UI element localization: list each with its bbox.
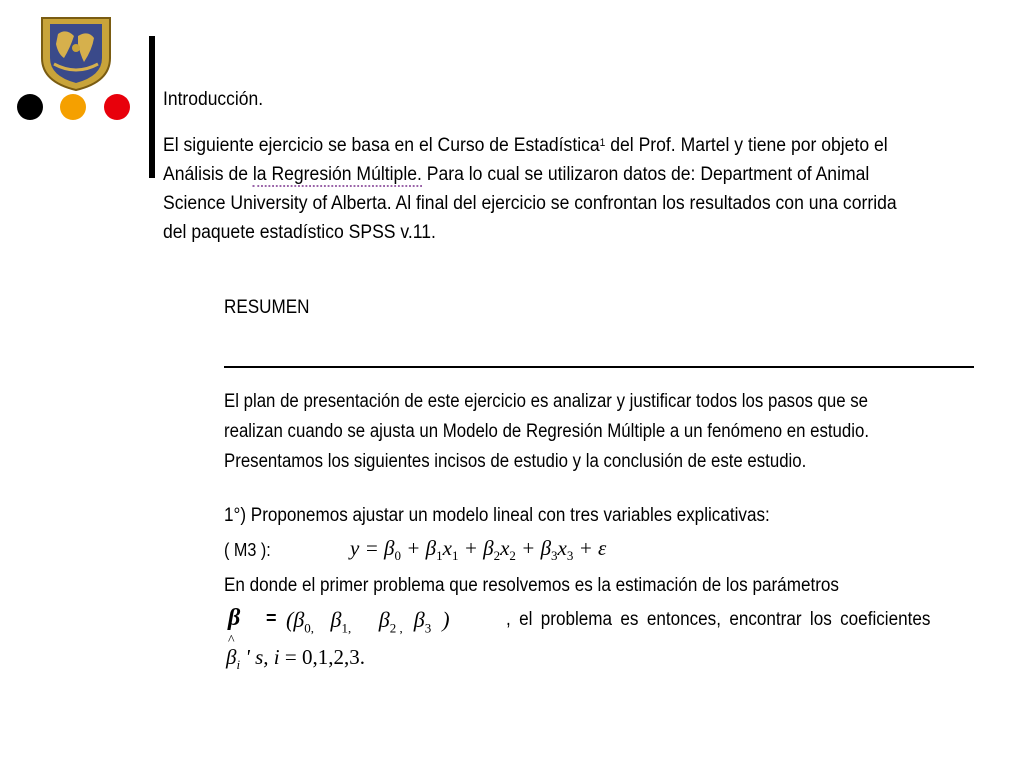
bullet-dot-orange bbox=[60, 94, 86, 120]
intro-paragraph bbox=[163, 131, 968, 247]
university-seal-icon bbox=[36, 14, 116, 92]
equals-sign: = bbox=[266, 608, 277, 628]
horizontal-rule bbox=[224, 366, 974, 368]
beta-symbol: β bbox=[228, 605, 241, 631]
resumen-title: RESUMEN bbox=[224, 297, 310, 318]
vertical-divider bbox=[149, 36, 155, 178]
bullet-dot-red bbox=[104, 94, 130, 120]
intro-line-3: Science University of Alberta. Al final del ejercicio se confrontan los resultados con una corrida bbox=[163, 193, 897, 214]
intro-line-4: del paquete estadístico SPSS v.11. bbox=[163, 222, 436, 243]
intro-line-1: El siguiente ejercicio se basa en el Curso de Estadística$^1$ del Prof. Martel y tiene por objeto el bbox=[163, 135, 888, 156]
coefficients-formula: ^ $\beta_i$ ' s, i = 0,1,2,3. bbox=[226, 645, 365, 673]
problem-statement: En donde el primer problema que resolvemos es la estimación de los parámetros bbox=[224, 575, 839, 596]
beta-vector: ($\beta_{0,}$ $\beta_{1,}$ $\beta_{2 ,}$ $\beta_3$ ) bbox=[286, 607, 450, 636]
resumen-line-2: realizan cuando se ajusta un Modelo de Regresión Múltiple a un fenómeno en estudio. bbox=[224, 421, 869, 442]
item-1-text: 1°) Proponemos ajustar un modelo lineal con tres variables explicativas: bbox=[224, 505, 770, 526]
resumen-line-3: Presentamos los siguientes incisos de estudio y la conclusión de este estudio. bbox=[224, 451, 807, 472]
intro-line-2: Análisis de la Regresión Múltiple. Para lo cual se utilizaron datos de: Department of Animal bbox=[163, 164, 870, 185]
resumen-paragraph bbox=[224, 387, 976, 477]
intro-title: Introducción. bbox=[163, 89, 264, 110]
resumen-line-1: El plan de presentación de este ejercicio es analizar y justificar todos los pasos que se bbox=[224, 391, 869, 412]
model-label: ( M3 ): bbox=[224, 540, 271, 560]
model-equation: $y = \beta_0 + \beta_1x_1 + \beta_2x_2 + \beta_3x_3 + \varepsilon$ bbox=[350, 536, 607, 564]
beta-vector-line bbox=[228, 605, 988, 639]
regresion-link[interactable]: la Regresión Múltiple. bbox=[252, 164, 422, 185]
beta-explanation: , el problema es entonces, encontrar los coeficientes bbox=[506, 609, 931, 630]
footnote-mark: 1 bbox=[599, 137, 606, 149]
bullet-dot-black bbox=[17, 94, 43, 120]
